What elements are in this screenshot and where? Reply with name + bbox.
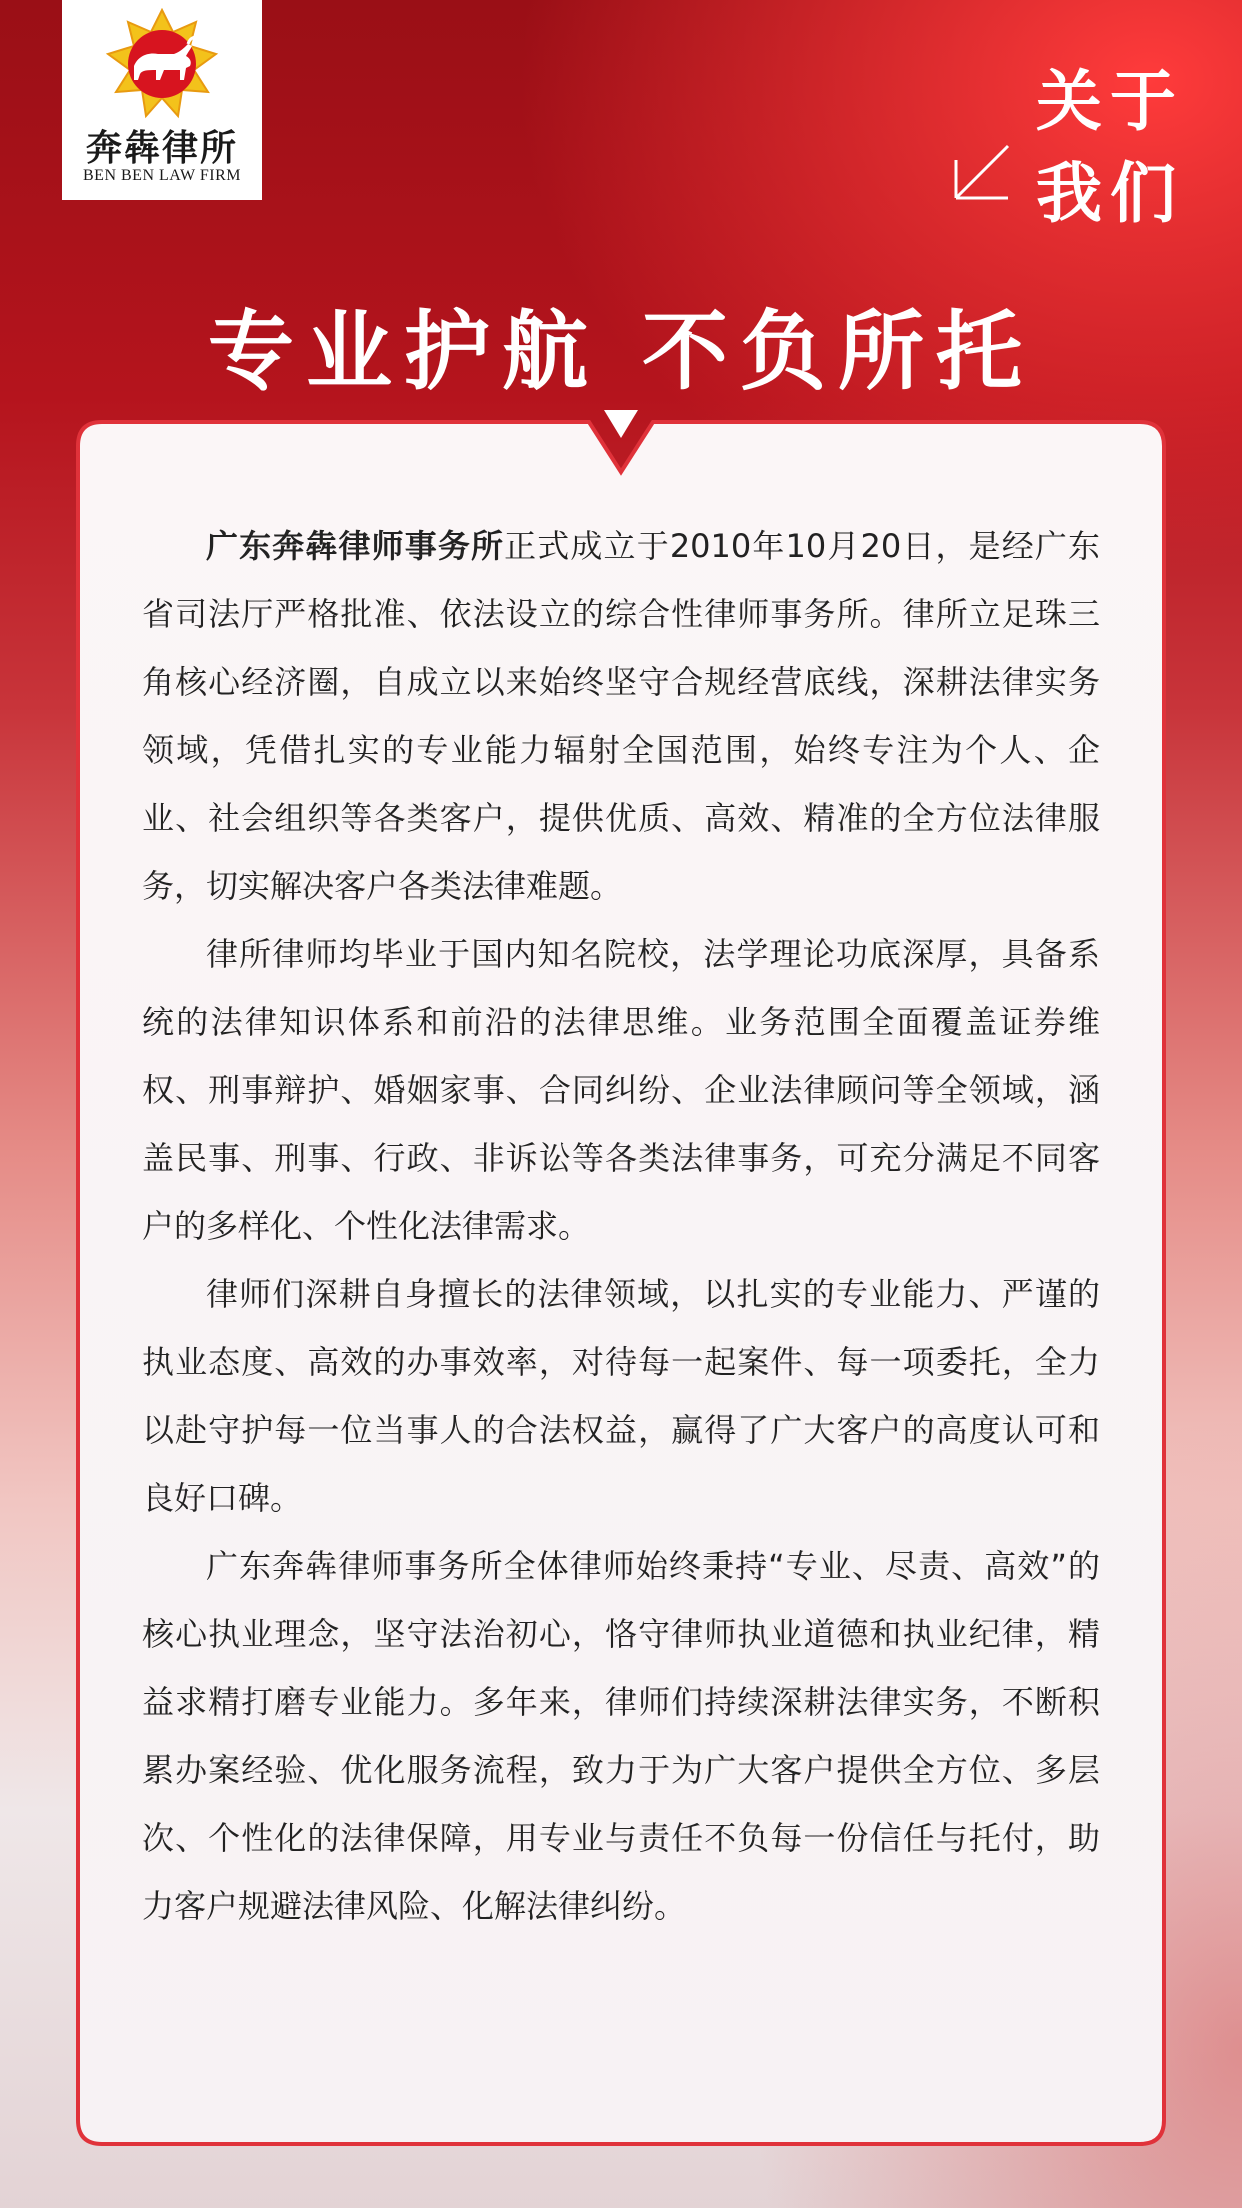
paragraph-2 xyxy=(142,920,1100,1260)
paragraph-4 xyxy=(142,1532,1100,1940)
logo-name-cn: 奔犇律所 xyxy=(85,127,238,169)
paragraph-3-text: 律师们深耕自身擅长的法律领域，以扎实的专业能力、严谨的执业态度、高效的办事效率，对待每一起案件、每一项委托，全力以赴守护每一位当事人的合法权益，赢得了广大客户的高度认可和良好口碑。 xyxy=(142,1275,1100,1517)
paragraph-1-text: 正式成立于2010年10月20日，是经广东省司法厅严格批准、依法设立的综合性律师事务所。律所立足珠三角核心经济圈，自成立以来始终坚守合规经营底线，深耕法律实务领域，凭借扎实的专业能力辐射全国范围，始终专注为个人、企业、社会组织等各类客户，提供优质、高效、精准的全方位法律服务，切实解决客户各类法律难题。 xyxy=(142,527,1100,905)
logo xyxy=(62,0,262,200)
about-title-line1: 关于 xyxy=(1036,63,1184,140)
paragraph-2-text: 律所律师均毕业于国内知名院校，法学理论功底深厚，具备系统的法律知识体系和前沿的法律思维。业务范围全面覆盖证券维权、刑事辩护、婚姻家事、合同纠纷、企业法律顾问等全领域，涵盖民事、刑事、行政、非诉讼等各类法律事务，可充分满足不同客户的多样化、个性化法律需求。 xyxy=(142,935,1100,1245)
paragraph-4-text: 广东奔犇律师事务所全体律师始终秉持“专业、尽责、高效”的核心执业理念，坚守法治初心，恪守律师执业道德和执业纪律，精益求精打磨专业能力。多年来，律师们持续深耕法律实务，不断积累办案经验、优化服务流程，致力于为广大客户提供全方位、多层次、个性化的法律保障，用专业与责任不负每一份信任与托付，助力客户规避法律风险、化解法律纠纷。 xyxy=(142,1547,1100,1925)
about-title-line2: 我们 xyxy=(1036,155,1184,232)
notch-triangle-icon xyxy=(604,410,638,438)
bull-emblem-icon xyxy=(104,8,220,124)
paragraph-1 xyxy=(142,512,1100,920)
firm-name-bold: 广东奔犇律师事务所 xyxy=(206,527,505,565)
logo-name-en: BEN BEN LAW FIRM xyxy=(83,167,241,184)
paragraph-3 xyxy=(142,1260,1100,1532)
body-text xyxy=(142,512,1100,1940)
arrow-down-left-icon xyxy=(950,142,1012,204)
headline: 专业护航 不负所托 xyxy=(208,302,1034,402)
